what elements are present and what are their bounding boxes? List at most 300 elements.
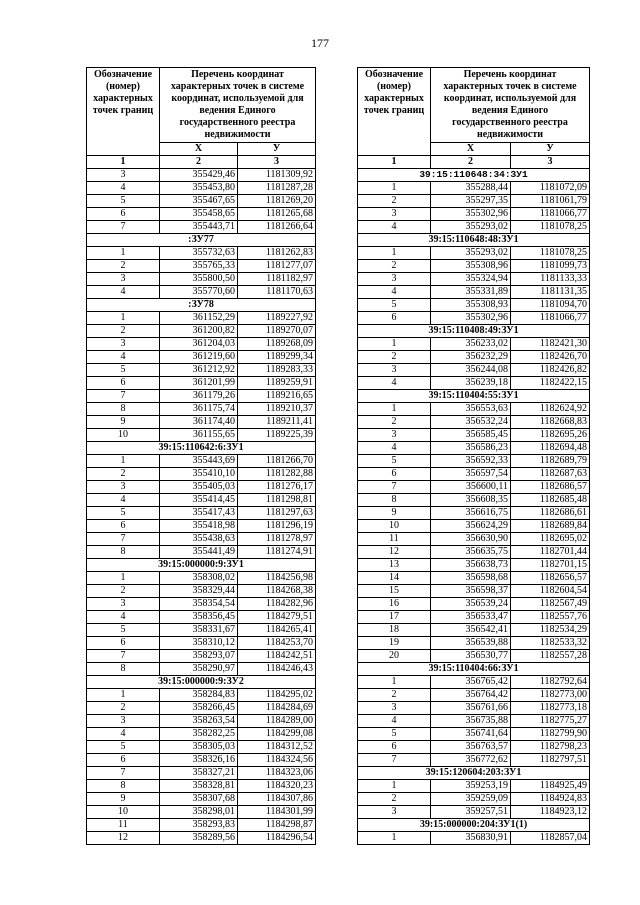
point-number: 7 xyxy=(87,533,160,546)
table-row xyxy=(358,286,590,299)
point-number: 6 xyxy=(358,468,431,481)
x-coordinate: 358284,83 xyxy=(160,689,238,702)
table-row xyxy=(87,832,316,845)
y-coordinate: 1182797,51 xyxy=(511,754,590,767)
page-number: 177 xyxy=(311,36,329,50)
point-number: 7 xyxy=(87,390,160,403)
y-coordinate: 1182567,49 xyxy=(511,598,590,611)
point-number: 11 xyxy=(358,533,431,546)
section-row xyxy=(358,390,590,403)
table-row xyxy=(87,338,316,351)
y-coordinate: 1181266,64 xyxy=(238,221,316,234)
x-coordinate: 358290,97 xyxy=(160,663,238,676)
y-coordinate: 1181265,68 xyxy=(238,208,316,221)
y-coordinate: 1181131,35 xyxy=(511,286,590,299)
point-number: 1 xyxy=(358,338,431,351)
y-coordinate: 1182799,90 xyxy=(511,728,590,741)
table-row xyxy=(358,260,590,273)
table-row xyxy=(358,494,590,507)
x-coordinate: 356598,68 xyxy=(431,572,511,585)
section-row xyxy=(358,767,590,780)
point-number: 6 xyxy=(87,637,160,650)
y-coordinate: 1181099,73 xyxy=(511,260,590,273)
table-row xyxy=(358,520,590,533)
point-number: 4 xyxy=(358,715,431,728)
table-row xyxy=(87,572,316,585)
column-number-1: 1 xyxy=(87,156,160,169)
x-coordinate: 356608,35 xyxy=(431,494,511,507)
column-number-2: 2 xyxy=(160,156,238,169)
table-row xyxy=(87,468,316,481)
x-coordinate: 355443,69 xyxy=(160,455,238,468)
y-coordinate: 1181133,33 xyxy=(511,273,590,286)
y-coordinate: 1189259,91 xyxy=(238,377,316,390)
point-number: 2 xyxy=(87,260,160,273)
y-coordinate: 1181072,09 xyxy=(511,182,590,195)
table-row xyxy=(87,429,316,442)
x-coordinate: 356764,42 xyxy=(431,689,511,702)
y-coordinate: 1182701,15 xyxy=(511,559,590,572)
point-number: 2 xyxy=(358,689,431,702)
y-coordinate: 1182534,29 xyxy=(511,624,590,637)
point-number: 1 xyxy=(358,247,431,260)
point-number: 2 xyxy=(87,468,160,481)
x-coordinate: 361212,92 xyxy=(160,364,238,377)
point-number: 4 xyxy=(87,494,160,507)
y-coordinate: 1182792,64 xyxy=(511,676,590,689)
table-row xyxy=(87,403,316,416)
table-row xyxy=(87,195,316,208)
y-coordinate: 1182857,04 xyxy=(511,832,590,845)
y-coordinate: 1184279,51 xyxy=(238,611,316,624)
y-coordinate: 1184253,70 xyxy=(238,637,316,650)
table-row xyxy=(358,377,590,390)
header-coordinate-list: Перечень координат характерных точек в системе координат, используемой для ведения Единого государственного реестра недвижимости xyxy=(160,68,316,143)
table-row xyxy=(87,793,316,806)
coordinates-table-left xyxy=(86,67,316,845)
x-coordinate: 356532,24 xyxy=(431,416,511,429)
x-coordinate: 358298,01 xyxy=(160,806,238,819)
x-coordinate: 355453,80 xyxy=(160,182,238,195)
point-number: 4 xyxy=(358,286,431,299)
table-row xyxy=(87,728,316,741)
section-label: 39:15:000000:9:ЗУ2 xyxy=(87,676,316,689)
y-coordinate: 1182604,54 xyxy=(511,585,590,598)
x-coordinate: 355441,49 xyxy=(160,546,238,559)
column-numbers-row xyxy=(87,156,316,169)
x-coordinate: 356765,42 xyxy=(431,676,511,689)
point-number: 3 xyxy=(358,806,431,819)
x-coordinate: 355410,10 xyxy=(160,468,238,481)
y-coordinate: 1184307,86 xyxy=(238,793,316,806)
point-number: 8 xyxy=(87,403,160,416)
x-coordinate: 361155,65 xyxy=(160,429,238,442)
header-y: У xyxy=(511,143,590,156)
point-number: 4 xyxy=(358,221,431,234)
y-coordinate: 1189227,92 xyxy=(238,312,316,325)
header-y: У xyxy=(238,143,316,156)
point-number: 5 xyxy=(87,195,160,208)
x-coordinate: 356585,45 xyxy=(431,429,511,442)
y-coordinate: 1181078,25 xyxy=(511,221,590,234)
x-coordinate: 355417,43 xyxy=(160,507,238,520)
point-number: 7 xyxy=(87,767,160,780)
x-coordinate: 356638,73 xyxy=(431,559,511,572)
y-coordinate: 1181297,63 xyxy=(238,507,316,520)
x-coordinate: 356630,90 xyxy=(431,533,511,546)
point-number: 1 xyxy=(87,689,160,702)
point-number: 3 xyxy=(87,338,160,351)
x-coordinate: 358289,56 xyxy=(160,832,238,845)
section-label: 39:15:000000:9:ЗУ1 xyxy=(87,559,316,572)
point-number: 7 xyxy=(87,650,160,663)
y-coordinate: 1189211,41 xyxy=(238,416,316,429)
section-label: 39:15:110648:48:ЗУ1 xyxy=(358,234,590,247)
section-row xyxy=(87,234,316,247)
y-coordinate: 1181278,97 xyxy=(238,533,316,546)
x-coordinate: 358308,02 xyxy=(160,572,238,585)
table-row xyxy=(358,247,590,260)
point-number: 11 xyxy=(87,819,160,832)
table-row xyxy=(87,416,316,429)
section-label: :ЗУ78 xyxy=(87,299,316,312)
header-point-designation: Обозначение (номер) характерных точек границ xyxy=(358,68,431,156)
y-coordinate: 1181066,77 xyxy=(511,208,590,221)
table-row xyxy=(358,793,590,806)
y-coordinate: 1181287,28 xyxy=(238,182,316,195)
section-label: :ЗУ77 xyxy=(87,234,316,247)
point-number: 10 xyxy=(87,806,160,819)
x-coordinate: 356616,75 xyxy=(431,507,511,520)
x-coordinate: 361219,60 xyxy=(160,351,238,364)
point-number: 1 xyxy=(87,572,160,585)
table-row xyxy=(358,585,590,598)
y-coordinate: 1184268,38 xyxy=(238,585,316,598)
x-coordinate: 359257,51 xyxy=(431,806,511,819)
y-coordinate: 1184296,54 xyxy=(238,832,316,845)
point-number: 5 xyxy=(87,624,160,637)
header-coordinate-list: Перечень координат характерных точек в системе координат, используемой для ведения Единого государственного реестра недвижимости xyxy=(431,68,590,143)
x-coordinate: 355293,02 xyxy=(431,221,511,234)
x-coordinate: 355438,63 xyxy=(160,533,238,546)
point-number: 2 xyxy=(358,260,431,273)
y-coordinate: 1181298,81 xyxy=(238,494,316,507)
table-row xyxy=(358,598,590,611)
y-coordinate: 1189216,65 xyxy=(238,390,316,403)
x-coordinate: 356600,11 xyxy=(431,481,511,494)
table-row xyxy=(358,208,590,221)
x-coordinate: 356244,08 xyxy=(431,364,511,377)
x-coordinate: 356239,18 xyxy=(431,377,511,390)
y-coordinate: 1184298,87 xyxy=(238,819,316,832)
left-table-body xyxy=(87,169,316,845)
x-coordinate: 358331,67 xyxy=(160,624,238,637)
x-coordinate: 355414,45 xyxy=(160,494,238,507)
point-number: 5 xyxy=(87,507,160,520)
x-coordinate: 358328,81 xyxy=(160,780,238,793)
y-coordinate: 1189270,07 xyxy=(238,325,316,338)
header-x: Х xyxy=(431,143,511,156)
point-number: 1 xyxy=(358,832,431,845)
y-coordinate: 1184312,52 xyxy=(238,741,316,754)
point-number: 6 xyxy=(87,520,160,533)
x-coordinate: 361152,29 xyxy=(160,312,238,325)
point-number: 6 xyxy=(358,741,431,754)
x-coordinate: 355443,71 xyxy=(160,221,238,234)
y-coordinate: 1182694,48 xyxy=(511,442,590,455)
y-coordinate: 1182624,92 xyxy=(511,403,590,416)
table-row xyxy=(358,195,590,208)
y-coordinate: 1184320,23 xyxy=(238,780,316,793)
point-number: 1 xyxy=(358,780,431,793)
y-coordinate: 1182689,79 xyxy=(511,455,590,468)
y-coordinate: 1182557,28 xyxy=(511,650,590,663)
table-row xyxy=(87,533,316,546)
y-coordinate: 1182421,30 xyxy=(511,338,590,351)
section-label: 39:15:110408:49:ЗУ1 xyxy=(358,325,590,338)
y-coordinate: 1181309,92 xyxy=(238,169,316,182)
table-row xyxy=(358,533,590,546)
table-row xyxy=(87,520,316,533)
table-row xyxy=(87,780,316,793)
x-coordinate: 356586,23 xyxy=(431,442,511,455)
table-row xyxy=(358,351,590,364)
point-number: 19 xyxy=(358,637,431,650)
y-coordinate: 1182695,26 xyxy=(511,429,590,442)
y-coordinate: 1181282,88 xyxy=(238,468,316,481)
point-number: 17 xyxy=(358,611,431,624)
table-row xyxy=(87,182,316,195)
header-x: Х xyxy=(160,143,238,156)
x-coordinate: 356763,57 xyxy=(431,741,511,754)
point-number: 4 xyxy=(87,728,160,741)
table-row xyxy=(87,806,316,819)
section-label: 39:15:110648:34:ЗУ1 xyxy=(358,169,590,182)
section-label: 39:15:110404:55:ЗУ1 xyxy=(358,390,590,403)
table-row xyxy=(87,715,316,728)
table-row xyxy=(358,689,590,702)
x-coordinate: 356624,29 xyxy=(431,520,511,533)
y-coordinate: 1189283,33 xyxy=(238,364,316,377)
table-row xyxy=(87,611,316,624)
table-row xyxy=(358,442,590,455)
point-number: 4 xyxy=(87,286,160,299)
table-row xyxy=(358,611,590,624)
table-header xyxy=(358,68,590,143)
x-coordinate: 356597,54 xyxy=(431,468,511,481)
table-row xyxy=(358,806,590,819)
x-coordinate: 356741,64 xyxy=(431,728,511,741)
y-coordinate: 1184324,56 xyxy=(238,754,316,767)
point-number: 16 xyxy=(358,598,431,611)
point-number: 4 xyxy=(87,351,160,364)
x-coordinate: 355467,65 xyxy=(160,195,238,208)
x-coordinate: 356598,37 xyxy=(431,585,511,598)
table-row xyxy=(87,663,316,676)
point-number: 2 xyxy=(87,702,160,715)
y-coordinate: 1182687,63 xyxy=(511,468,590,481)
column-number-3: 3 xyxy=(238,156,316,169)
x-coordinate: 358293,83 xyxy=(160,819,238,832)
y-coordinate: 1182533,32 xyxy=(511,637,590,650)
x-coordinate: 355732,63 xyxy=(160,247,238,260)
section-row xyxy=(358,234,590,247)
x-coordinate: 358310,12 xyxy=(160,637,238,650)
table-row xyxy=(358,546,590,559)
y-coordinate: 1184242,51 xyxy=(238,650,316,663)
x-coordinate: 361179,26 xyxy=(160,390,238,403)
x-coordinate: 355405,03 xyxy=(160,481,238,494)
point-number: 1 xyxy=(87,312,160,325)
point-number: 7 xyxy=(358,481,431,494)
point-number: 14 xyxy=(358,572,431,585)
y-coordinate: 1182798,23 xyxy=(511,741,590,754)
point-number: 3 xyxy=(358,429,431,442)
x-coordinate: 356533,47 xyxy=(431,611,511,624)
y-coordinate: 1182686,57 xyxy=(511,481,590,494)
table-row xyxy=(87,455,316,468)
y-coordinate: 1181061,79 xyxy=(511,195,590,208)
table-row xyxy=(358,728,590,741)
table-row xyxy=(358,338,590,351)
x-coordinate: 355458,65 xyxy=(160,208,238,221)
y-coordinate: 1184282,96 xyxy=(238,598,316,611)
section-row xyxy=(87,676,316,689)
y-coordinate: 1181262,83 xyxy=(238,247,316,260)
y-coordinate: 1184301,99 xyxy=(238,806,316,819)
table-row xyxy=(358,403,590,416)
point-number: 1 xyxy=(358,182,431,195)
table-row xyxy=(358,507,590,520)
column-number-2: 2 xyxy=(431,156,511,169)
y-coordinate: 1181274,91 xyxy=(238,546,316,559)
point-number: 6 xyxy=(87,754,160,767)
x-coordinate: 358329,44 xyxy=(160,585,238,598)
y-coordinate: 1182656,57 xyxy=(511,572,590,585)
section-row xyxy=(87,442,316,455)
y-coordinate: 1181078,25 xyxy=(511,247,590,260)
point-number: 2 xyxy=(87,585,160,598)
table-row xyxy=(358,468,590,481)
y-coordinate: 1184265,41 xyxy=(238,624,316,637)
x-coordinate: 355324,94 xyxy=(431,273,511,286)
column-numbers-row xyxy=(358,156,590,169)
x-coordinate: 355288,44 xyxy=(431,182,511,195)
table-row xyxy=(358,481,590,494)
section-row xyxy=(358,819,590,832)
table-row xyxy=(358,364,590,377)
table-row xyxy=(358,416,590,429)
table-row xyxy=(87,325,316,338)
y-coordinate: 1181182,97 xyxy=(238,273,316,286)
table-row xyxy=(358,650,590,663)
table-row xyxy=(358,455,590,468)
section-label: 39:15:110404:66:ЗУ1 xyxy=(358,663,590,676)
point-number: 9 xyxy=(87,416,160,429)
y-coordinate: 1182668,83 xyxy=(511,416,590,429)
y-coordinate: 1181276,17 xyxy=(238,481,316,494)
point-number: 5 xyxy=(87,364,160,377)
table-row xyxy=(358,715,590,728)
x-coordinate: 355331,89 xyxy=(431,286,511,299)
point-number: 4 xyxy=(358,377,431,390)
table-header xyxy=(87,68,316,143)
right-table-body xyxy=(358,169,590,845)
y-coordinate: 1184246,43 xyxy=(238,663,316,676)
x-coordinate: 359253,19 xyxy=(431,780,511,793)
point-number: 3 xyxy=(358,208,431,221)
coordinates-table-right xyxy=(357,67,590,845)
table-row xyxy=(358,741,590,754)
point-number: 2 xyxy=(358,351,431,364)
y-coordinate: 1184923,12 xyxy=(511,806,590,819)
table-row xyxy=(358,676,590,689)
section-label: 39:15:000000:204:ЗУ1(1) xyxy=(358,819,590,832)
y-coordinate: 1182695,02 xyxy=(511,533,590,546)
section-row xyxy=(358,325,590,338)
y-coordinate: 1181296,19 xyxy=(238,520,316,533)
point-number: 7 xyxy=(358,754,431,767)
x-coordinate: 355765,33 xyxy=(160,260,238,273)
section-row xyxy=(358,169,590,182)
table-row xyxy=(87,494,316,507)
point-number: 3 xyxy=(87,598,160,611)
point-number: 5 xyxy=(87,741,160,754)
table-row xyxy=(87,364,316,377)
table-row xyxy=(87,247,316,260)
y-coordinate: 1182557,76 xyxy=(511,611,590,624)
y-coordinate: 1181277,07 xyxy=(238,260,316,273)
point-number: 5 xyxy=(358,299,431,312)
table-row xyxy=(87,754,316,767)
table-row xyxy=(87,507,316,520)
y-coordinate: 1181266,70 xyxy=(238,455,316,468)
table-row xyxy=(87,741,316,754)
x-coordinate: 358326,16 xyxy=(160,754,238,767)
point-number: 1 xyxy=(87,247,160,260)
y-coordinate: 1184299,08 xyxy=(238,728,316,741)
point-number: 1 xyxy=(358,676,431,689)
table-row xyxy=(87,312,316,325)
section-row xyxy=(87,299,316,312)
x-coordinate: 361204,03 xyxy=(160,338,238,351)
point-number: 10 xyxy=(358,520,431,533)
x-coordinate: 356539,24 xyxy=(431,598,511,611)
table-row xyxy=(358,273,590,286)
point-number: 3 xyxy=(358,273,431,286)
section-label: 39:15:110642:6:ЗУ1 xyxy=(87,442,316,455)
table-row xyxy=(358,559,590,572)
table-row xyxy=(87,767,316,780)
y-coordinate: 1189210,37 xyxy=(238,403,316,416)
table-row xyxy=(87,260,316,273)
header-point-designation: Обозначение (номер) характерных точек границ xyxy=(87,68,160,156)
point-number: 15 xyxy=(358,585,431,598)
table-row xyxy=(358,624,590,637)
table-row xyxy=(87,702,316,715)
y-coordinate: 1182426,82 xyxy=(511,364,590,377)
point-number: 5 xyxy=(358,728,431,741)
x-coordinate: 356772,62 xyxy=(431,754,511,767)
x-coordinate: 356735,88 xyxy=(431,715,511,728)
table-row xyxy=(87,585,316,598)
point-number: 4 xyxy=(358,442,431,455)
table-row xyxy=(87,390,316,403)
x-coordinate: 356553,63 xyxy=(431,403,511,416)
x-coordinate: 356233,02 xyxy=(431,338,511,351)
point-number: 1 xyxy=(358,403,431,416)
y-coordinate: 1184295,02 xyxy=(238,689,316,702)
